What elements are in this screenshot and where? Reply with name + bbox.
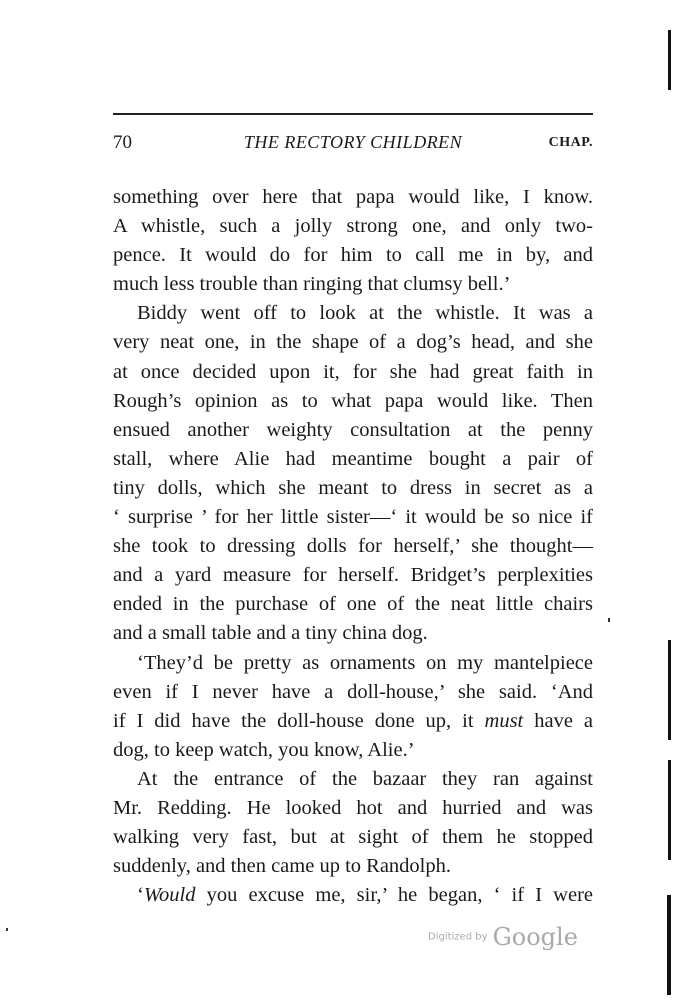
text-line: ‘They’d be pretty as ornaments on my mantelpiece bbox=[137, 651, 593, 674]
watermark-small-text: Digitized by bbox=[428, 931, 488, 943]
header-rule bbox=[113, 113, 593, 115]
text-line: dog, to keep watch, you know, Alie.’ bbox=[113, 738, 415, 761]
text-line: Rough’s opinion as to what papa would like. Then bbox=[113, 389, 593, 412]
text-line: ended in the purchase of one of the neat little chairs bbox=[113, 593, 593, 616]
body-text bbox=[113, 183, 593, 910]
page-edge-shadow bbox=[668, 640, 671, 740]
text-line: much less trouble than ringing that clumsy bell.’ bbox=[113, 273, 511, 296]
text-line: if I did have the doll-house done up, it must have a bbox=[113, 709, 594, 732]
text-line: something over here that papa would like, I know. bbox=[113, 186, 593, 208]
emphasis: must bbox=[484, 709, 524, 732]
scan-speck bbox=[6, 928, 8, 931]
running-title: THE RECTORY CHILDREN bbox=[243, 132, 463, 152]
text-line: very neat one, in the shape of a dog’s head, and she bbox=[113, 331, 593, 354]
page-edge-shadow bbox=[667, 895, 671, 995]
google-logo: Google bbox=[492, 923, 578, 951]
text-line: ‘ surprise ’ for her little sister—‘ it would be so nice if bbox=[113, 506, 593, 529]
digitized-watermark bbox=[428, 923, 578, 951]
text-line: ensued another weighty consultation at the penny bbox=[113, 418, 593, 441]
emphasis: Would bbox=[143, 884, 196, 907]
text-line: Mr. Redding. He looked hot and hurried and was bbox=[113, 796, 593, 819]
text-line: At the entrance of the bazaar they ran against bbox=[137, 767, 593, 790]
text-line: tiny dolls, which she meant to dress in secret as a bbox=[113, 476, 593, 499]
text-line: she took to dressing dolls for herself,’ she thought— bbox=[113, 535, 593, 558]
text-line: even if I never have a doll-house,’ she said. ‘And bbox=[113, 680, 593, 703]
page-number: 70 bbox=[113, 132, 132, 153]
text-line: A whistle, such a jolly strong one, and only two- bbox=[113, 215, 593, 238]
text-line: at once decided upon it, for she had great faith in bbox=[113, 360, 593, 383]
text-line: walking very fast, but at sight of them he stopped bbox=[113, 826, 593, 849]
text-line: and a yard measure for herself. Bridget’s perplexities bbox=[113, 564, 593, 587]
text-line: suddenly, and then came up to Randolph. bbox=[113, 855, 451, 878]
running-header bbox=[113, 130, 593, 158]
text-line: stall, where Alie had meantime bought a pair of bbox=[113, 447, 593, 470]
text-line: pence. It would do for him to call me in by, and bbox=[113, 244, 593, 267]
text-line: and a small table and a tiny china dog. bbox=[113, 622, 428, 645]
page-edge-shadow bbox=[668, 760, 671, 860]
text-line: Biddy went off to look at the whistle. It was a bbox=[137, 302, 593, 325]
chapter-label: CHAP. bbox=[548, 135, 593, 150]
scan-speck bbox=[608, 618, 610, 622]
page-edge-shadow bbox=[668, 30, 671, 90]
text-line: ‘Would you excuse me, sir,’ he began, ‘ if I were bbox=[137, 884, 593, 907]
